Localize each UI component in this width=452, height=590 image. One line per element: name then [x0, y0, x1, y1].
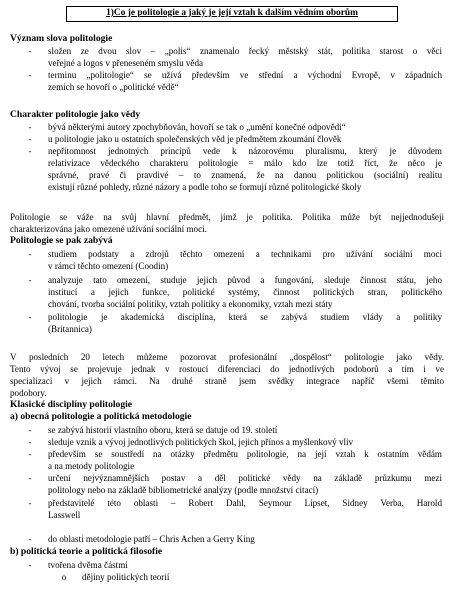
- item-text-line: do oblasti metodologie patří – Chris Achen a Gerry King: [48, 534, 255, 544]
- item-text-line: politology nebo na základě bibliometrické analýzy (podle množství citací): [48, 485, 319, 495]
- paragraph-line: podobory.: [10, 388, 47, 398]
- list-item: [28, 472, 442, 496]
- heading-charakter: Charakter politologie jako vědy: [10, 109, 141, 120]
- item-text-line: dějiny politických teorií: [82, 572, 170, 582]
- item-text-line: se zabývá historií vlastního oboru, která se datuje od 19. století: [48, 425, 278, 435]
- sub-list-item: [61, 571, 442, 583]
- item-text-line: určení nejvýznamnějších postav a děl politické vědy na základě průzkumu mezi: [48, 473, 442, 483]
- list-item: [28, 145, 442, 193]
- item-text-line: existují různé pohledy, různé názory a podle toho se formují různé politologické školy: [48, 182, 362, 192]
- bullet-marker: -: [28, 449, 32, 459]
- item-text-line: bývá některými autory zpochybňován, hovoří se tak o „umění konečné odpovědi“: [48, 122, 346, 132]
- list-item: [28, 424, 442, 436]
- bullet-marker: -: [28, 134, 32, 144]
- document-title: 1)Co je politologie a jaký je její vztah k dalším vědním oborům: [66, 6, 398, 22]
- item-text-line: představitelé této oblasti – Robert Dahl, Seymour Lipset, Sidney Verba, Harold: [48, 498, 442, 508]
- item-text-line: a na metody politologie: [48, 461, 135, 471]
- bullet-marker: -: [28, 560, 32, 570]
- paragraph-line: Politologie se váže na svůj hlavní předmět, jímž je politika. Politika může být nejjednodušeji: [10, 212, 444, 222]
- list-item: [28, 311, 442, 335]
- item-text-line: u politologie jako u ostatních společenských věd je předmětem zkoumání člověk: [48, 134, 342, 144]
- list-item: [28, 436, 442, 448]
- bullet-marker: -: [28, 70, 32, 80]
- heading-zabyva: Politologie se pak zabývá: [10, 235, 113, 246]
- item-text-line: sleduje vznik a vývoj jednotlivých politických škol, jejich přínos a myšlenkový vliv: [48, 437, 354, 447]
- list-item: [28, 533, 442, 545]
- item-text-line: zemích se hovoří o „politické vědě“: [48, 82, 179, 92]
- paragraph-line: charakterizována jako omezené užívání sociální moci.: [10, 224, 207, 234]
- item-text-line: chování, tvorba sociální politiky, vztah politiky a ekonomiky, vztah mezi státy: [48, 299, 333, 309]
- item-text-line: nepřítomnost jednotných principů vede k názorovému pluralismu, který je důvodem: [48, 146, 442, 156]
- list-item: [28, 448, 442, 472]
- item-text-line: terminu „politologie“ se užívá především ve střední a východní Evropě, v západních: [48, 70, 442, 80]
- item-text-line: tvořena dvěma částmi: [48, 560, 128, 570]
- item-text-line: veřejné a logos v přeneseném smyslu věda: [48, 58, 204, 68]
- item-text-line: studiem podstaty a zdrojů těchto omezení a technikami pro užívání sociální moci: [48, 249, 442, 259]
- bullet-marker: -: [28, 275, 32, 285]
- bullet-marker: o: [61, 572, 67, 582]
- item-text-line: relativizace vědeckého charakteru politologie = málo kdo lze totiž říct, že něco je: [48, 158, 442, 168]
- bullet-marker: -: [28, 312, 32, 322]
- bullet-marker: -: [28, 534, 32, 544]
- list-item: [28, 121, 442, 133]
- item-text-line: složen ze dvou slov – „polis“ znamenalo řecký městský stát, politika starost o věci: [48, 46, 442, 56]
- list-item: [28, 133, 442, 145]
- item-text-line: Lasswell: [48, 510, 81, 520]
- list-item: [28, 497, 442, 521]
- paragraph-line: V posledních 20 letech můžeme pozorovat profesionální „dospělost“ politologie jako vědy.: [10, 352, 444, 362]
- paragraph-line: specializaci v jejich rámci. Na druhé straně jsem svědky integrace napříč všemi těmito: [10, 376, 444, 386]
- bullet-marker: -: [28, 425, 32, 435]
- item-text-line: správné, pravé či pravdivé – to znamená, že na danou politickou (sociální) realitu: [48, 170, 442, 180]
- heading-vyznam: Význam slova politologie: [10, 33, 113, 44]
- item-text-line: (Britannica): [48, 324, 92, 334]
- bullet-marker: -: [28, 46, 32, 56]
- bullet-marker: -: [28, 473, 32, 483]
- item-text-line: v rámci těchto omezení (Coodin): [48, 261, 169, 271]
- item-text-line: analyzuje tato omezení, studuje jejich původ a fungování, sleduje činnost státu, jeho: [48, 275, 442, 285]
- item-text-line: institucí a jejich funkce, politické systémy, činnost politických stran, politického: [48, 287, 442, 297]
- paragraph-vyvoj: [10, 351, 444, 399]
- item-text-line: politologie je akademická disciplína, která se zabývá studiem vlády a politiky: [48, 312, 442, 322]
- bullet-marker: -: [28, 146, 32, 156]
- list-item: [28, 45, 442, 69]
- bullet-marker: -: [28, 249, 32, 259]
- paragraph-politika: [10, 211, 444, 235]
- list-item: [28, 559, 442, 571]
- subheading-a: a) obecná politologie a politická metodologie: [10, 411, 192, 422]
- list-item: [28, 248, 442, 272]
- list-item: [28, 69, 442, 93]
- subheading-b: b) politická teorie a politická filosofie: [10, 546, 163, 557]
- paragraph-line: Tento vývoj se projevuje jednak v rostoucí diferenciaci do jednotlivých podoborů a tím i ve: [10, 364, 444, 374]
- heading-klasicke: Klasické disciplíny politologie: [10, 399, 133, 410]
- item-text-line: především se soustředí na otázky předmětu politologie, na její vztah k ostatním vědám: [48, 449, 442, 459]
- bullet-marker: -: [28, 498, 32, 508]
- bullet-marker: -: [28, 437, 32, 447]
- list-item: [28, 274, 442, 310]
- bullet-marker: -: [28, 122, 32, 132]
